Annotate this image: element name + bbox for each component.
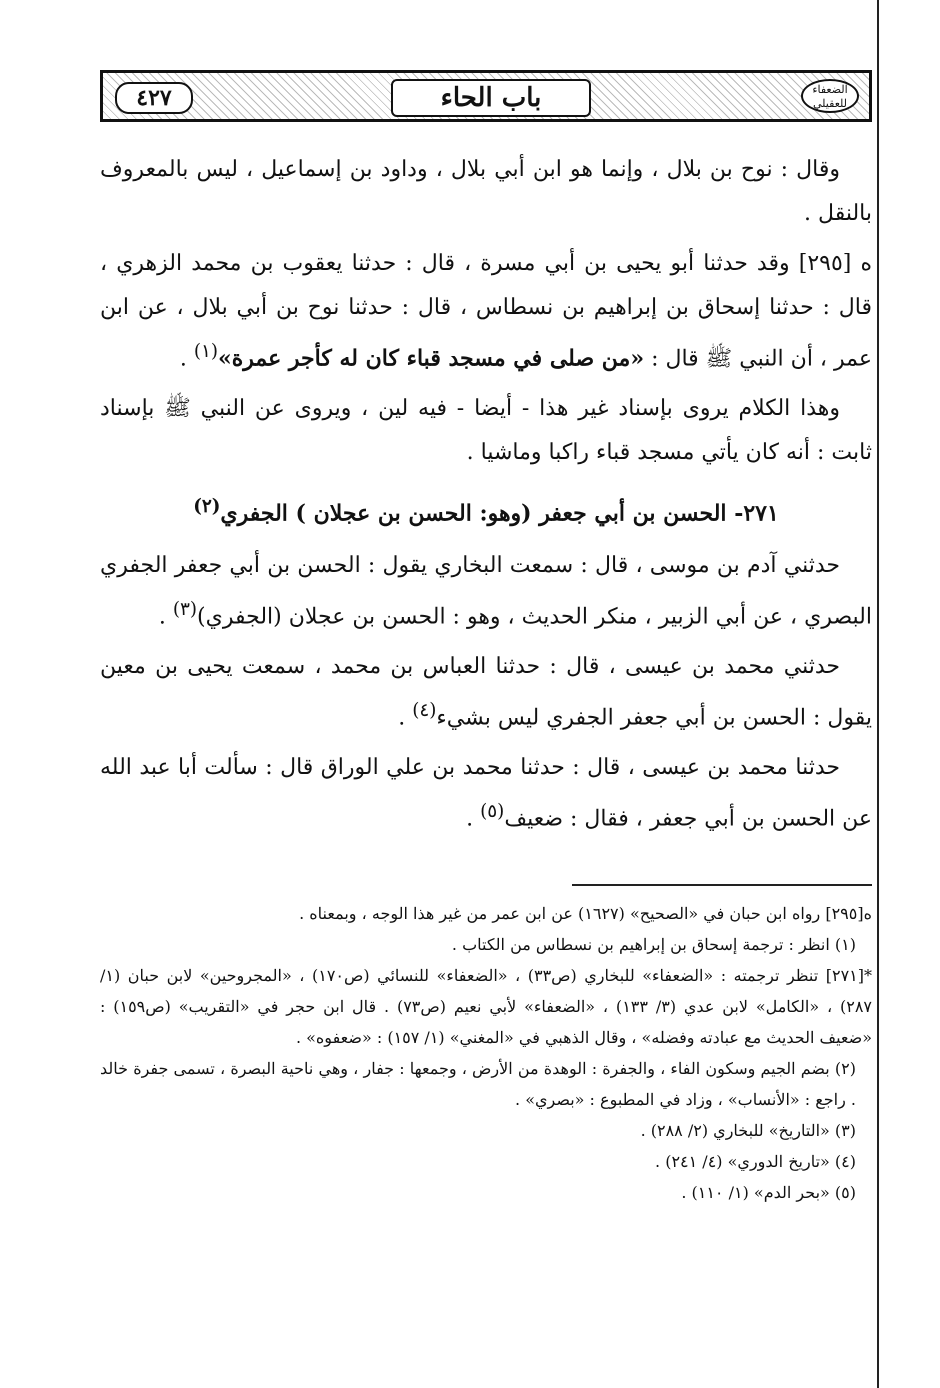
paragraph-6 [100, 746, 872, 841]
chapter-title: باب الحاء [391, 79, 591, 117]
footnotes [100, 898, 872, 1208]
punctuation: . [398, 705, 413, 731]
hadith-295-chain: [٢٩٥] وقد حدثنا أبو يحيى بن أبي مسرة ، قال : حدثنا يعقوب بن محمد الزهري ، قال : حدثنا إسحاق بن إبراهيم بن نسطاس ، قال : حدثنا نوح بن أبي بلال ، عن ابن عمر ، أن النبي ﷺ قال : [100, 251, 872, 372]
hadith-marker: ه [860, 251, 872, 276]
paragraph-4-text: حدثني آدم بن موسى ، قال : سمعت البخاري يقول : الحسن بن أبي جعفر الجفري البصري ، عن أبي الزبير ، منكر الحديث ، وهو : الحسن بن عجلان (الجفري) [100, 552, 872, 629]
punctuation: . [466, 806, 481, 832]
footnote-295 [100, 898, 872, 929]
footnote-2: (٢) بضم الجيم وسكون الفاء ، والجفرة : الوهدة من الأرض ، وجمعها : جفار ، وهي ناحية البصرة ، تسمى جفرة خالد . راجع : «الأنساب» ، وزاد في المطبوع : «بصري» . [100, 1059, 856, 1109]
footnote-ref-4: (٤) [412, 699, 437, 721]
entry-heading-text: ٢٧١- الحسن بن أبي جعفر (وهو: الحسن بن عجلان ) الجفري [220, 500, 779, 527]
footnote-marker: ه [863, 904, 872, 923]
paragraph-6-text: حدثنا محمد بن عيسى ، قال : حدثنا محمد بن علي الوراق قال : سألت أبا عبد الله عن الحسن بن أبي جعفر ، فقال : ضعيف [100, 755, 872, 832]
footnote-3: (٣) «التاريخ» للبخاري (٢/ ٢٨٨) . [640, 1121, 856, 1140]
footnote-marker: * [864, 966, 872, 985]
footnote-5: (٥) «بحر الدم» (١/ ١١٠) . [681, 1183, 856, 1202]
hadith-295-text: «من صلى في مسجد قباء كان له كأجر عمرة» [217, 345, 645, 372]
footnote-295-text: [٢٩٥] رواه ابن حبان في «الصحيح» (١٦٢٧) عن ابن عمر من غير هذا الوجه ، وبمعناه . [299, 904, 864, 923]
book-emblem: الضعفاء للعقيلي [801, 79, 859, 113]
footnote-ref-2: (٢) [193, 496, 221, 518]
main-text [100, 148, 872, 848]
entry-heading-271 [100, 485, 872, 535]
footnote-ref-3: (٣) [172, 598, 198, 620]
paragraph-3: وهذا الكلام يروى بإسناد غير هذا - أيضا - فيه لين ، ويروى عن النبي ﷺ بإسناد ثابت : أنه كان يأتي مسجد قباء راكبا وماشيا . [100, 396, 872, 466]
footnote-4: (٤) «تاريخ الدوري» (٤/ ٢٤١) . [655, 1152, 856, 1171]
footnote-separator [572, 884, 872, 886]
paragraph-5-text: حدثني محمد بن عيسى ، قال : حدثنا العباس بن محمد ، سمعت يحيى بن معين يقول : الحسن بن أبي جعفر الجفري ليس بشيء [100, 653, 872, 731]
punctuation: . [158, 603, 173, 629]
footnote-271-text: [٢٧١] تنظر ترجمته : «الضعفاء» للبخاري (ص٣٣) ، «الضعفاء» للنسائي (ص١٧٠) ، «المجروحين» لابن حبان (١/ ٢٨٧) ، «الكامل» لابن عدي (٣/ ١٣٣) ، «الضعفاء» لأبي نعيم (ص٧٣) . قال ابن حجر في «التقريب» (ص١٥٩) : «ضعيف الحديث مع عبادته وفضله» ، وقال الذهبي في «المغني» (١/ ١٥٧) : «ضعفوه» . [100, 966, 873, 1047]
page-header [100, 70, 872, 122]
margin-rule [877, 0, 879, 1388]
footnote-ref-5: (٥) [480, 801, 505, 823]
footnote-ref-1: (١) [193, 341, 218, 362]
punctuation: . [179, 346, 194, 372]
page-number: ٤٢٧ [115, 82, 193, 114]
footnote-1: (١) انظر : ترجمة إسحاق بن إبراهيم بن نسطاس من الكتاب . [451, 935, 856, 954]
paragraph-4 [100, 544, 872, 639]
paragraph-5 [100, 645, 872, 740]
footnote-271 [100, 960, 872, 1053]
paragraph-1: وقال : نوح بن بلال ، وإنما هو ابن أبي بلال ، وداود بن إسماعيل ، ليس بالمعروف بالنقل . [100, 157, 872, 226]
hadith-295 [100, 242, 872, 381]
